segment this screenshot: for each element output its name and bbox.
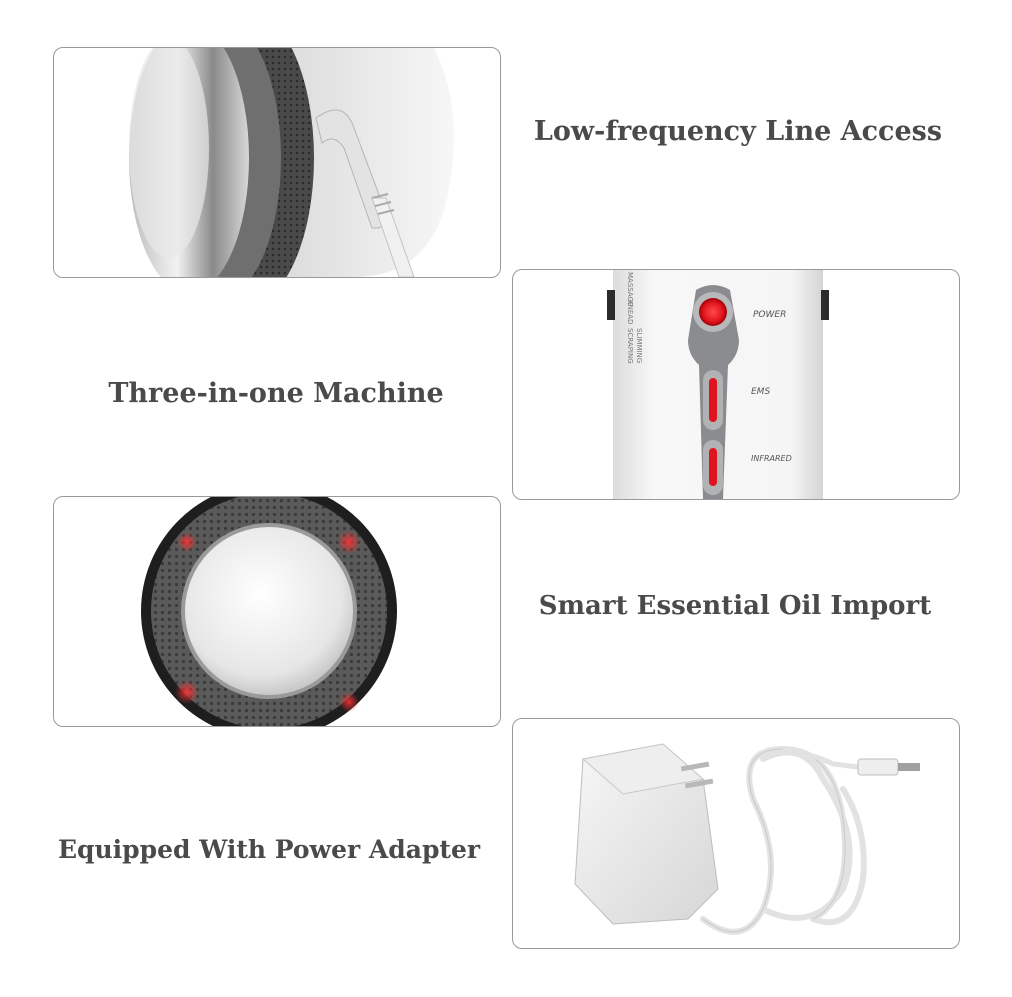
label-knead: KNEAD [626,300,634,325]
label-scraping: SCRAPING [626,328,634,364]
label-massage: MASSAGE [626,272,634,307]
label-infrared: INFRARED [751,454,792,463]
caption-line-access: Low-frequency Line Access [533,116,943,147]
control-panel-photo [513,270,959,499]
photo-panel-power-adapter [512,718,960,949]
photo-panel-control-buttons [512,269,960,500]
power-adapter-photo [513,719,959,948]
device-head-with-cable-photo [54,48,500,277]
label-slimming: SLIMMING [635,328,643,364]
caption-three-in-one: Three-in-one Machine [108,378,444,409]
caption-oil-import: Smart Essential Oil Import [538,591,932,621]
photo-panel-line-access [53,47,501,278]
round-probe-head-photo [54,497,500,726]
caption-power-adapter: Equipped With Power Adapter [57,835,481,864]
label-ems: EMS [751,387,771,397]
photo-panel-probe-head [53,496,501,727]
label-power: POWER [753,310,787,320]
